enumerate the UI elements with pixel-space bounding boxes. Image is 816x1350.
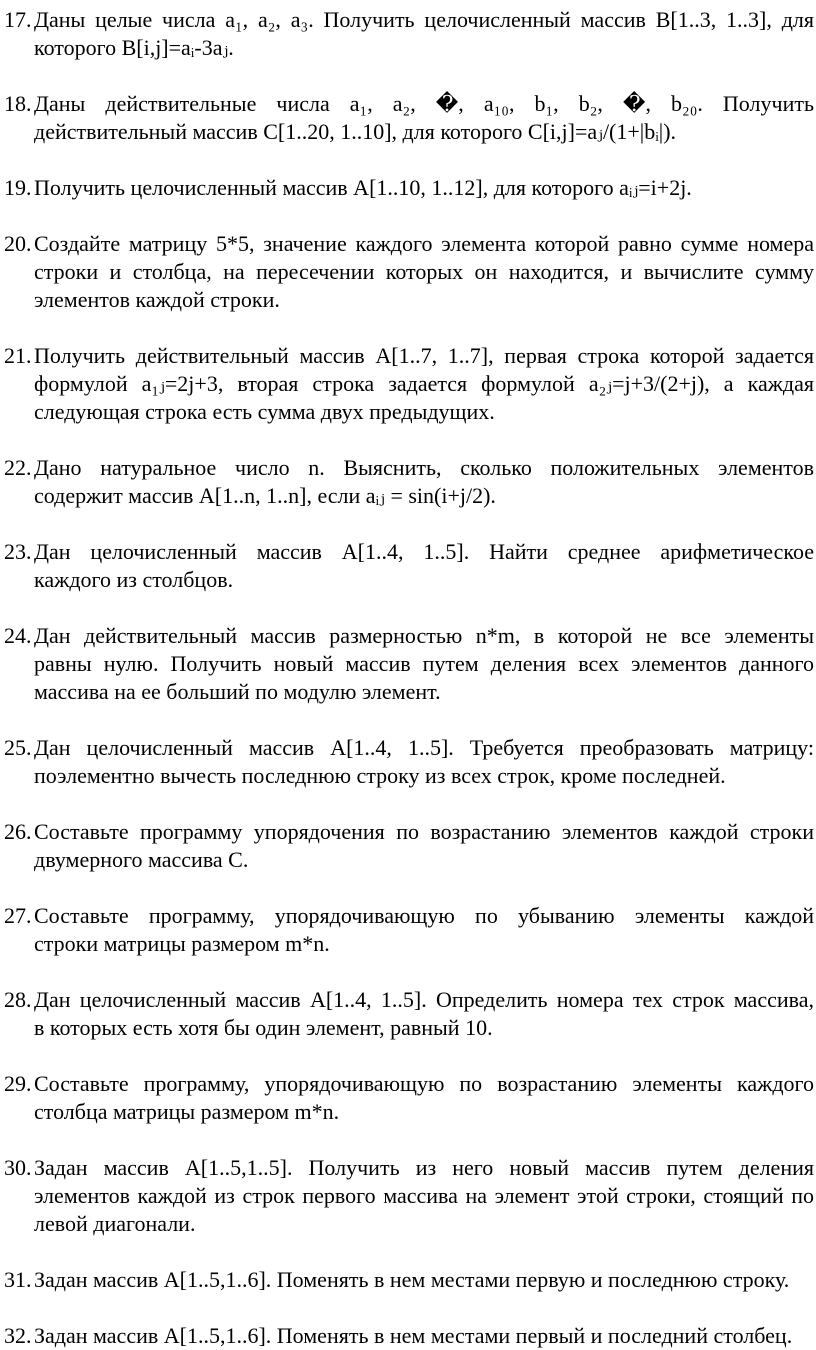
task-item	[0, 174, 816, 202]
task-text-line: Составьте программу упорядочения по возрастанию элементов каждой строки	[34, 819, 814, 844]
task-text-line: Даны целые числа a₁, a₂, a₃. Получить целочисленный массив B[1..3, 1..3], для	[34, 7, 814, 32]
task-text-line: строки матрицы размером m*n.	[34, 931, 330, 956]
task-text-line: равны нулю. Получить новый массив путем деления всех элементов данного	[34, 651, 814, 676]
task-text-line: Составьте программу, упорядочивающую по убыванию элементы каждой	[34, 903, 814, 928]
task-number: 18.	[4, 91, 32, 116]
task-item	[0, 90, 816, 146]
task-text-line: Дан целочисленный массив A[1..4, 1..5]. Требуется преобразовать матрицу:	[34, 735, 814, 760]
task-text-line: столбца матрицы размером m*n.	[34, 1099, 340, 1124]
task-item	[0, 622, 816, 706]
task-text-line: Получить целочисленный массив A[1..10, 1..12], для которого aᵢⱼ=i+2j.	[34, 175, 692, 200]
task-text-line: поэлементно вычесть последнюю строку из всех строк, кроме последней.	[34, 763, 726, 788]
task-number: 24.	[4, 623, 32, 648]
task-text-line: Задан массив A[1..5,1..6]. Поменять в нем местами первую и последнюю строку.	[34, 1267, 790, 1292]
task-number: 27.	[4, 903, 32, 928]
task-number: 19.	[4, 175, 32, 200]
task-item	[0, 342, 816, 426]
task-item	[0, 1070, 816, 1126]
task-text-line: элементов каждой строки.	[34, 287, 280, 312]
task-number: 32.	[4, 1323, 32, 1348]
task-item	[0, 6, 816, 62]
task-text-line: содержит массив A[1..n, 1..n], если aᵢⱼ = sin(i+j/2).	[34, 483, 496, 508]
task-item	[0, 1266, 816, 1294]
task-text-line: следующая строка есть сумма двух предыдущих.	[34, 399, 495, 424]
task-number: 20.	[4, 231, 32, 256]
task-number: 25.	[4, 735, 32, 760]
task-text-line: Задан массив A[1..5,1..5]. Получить из него новый массив путем деления	[34, 1155, 814, 1180]
task-text-line: двумерного массива С.	[34, 847, 249, 872]
task-item	[0, 454, 816, 510]
task-text-line: формулой a₁ⱼ=2j+3, вторая строка задается формулой a₂ⱼ=j+3/(2+j), а каждая	[34, 371, 814, 396]
task-item	[0, 986, 816, 1042]
task-text-line: Составьте программу, упорядочивающую по возрастанию элементы каждого	[34, 1071, 814, 1096]
task-number: 28.	[4, 987, 32, 1012]
task-number: 17.	[4, 7, 32, 32]
task-text-line: Дан целочисленный массив A[1..4, 1..5]. Найти среднее арифметическое	[34, 539, 814, 564]
task-number: 31.	[4, 1267, 32, 1292]
task-item	[0, 230, 816, 314]
task-text-line: Дано натуральное число n. Выяснить, сколько положительных элементов	[34, 455, 814, 480]
task-number: 22.	[4, 455, 32, 480]
task-text-line: строки и столбца, на пересечении которых он находится, и вычислите сумму	[34, 259, 814, 284]
task-number: 26.	[4, 819, 32, 844]
task-item	[0, 902, 816, 958]
task-item	[0, 1154, 816, 1238]
task-item	[0, 734, 816, 790]
task-item	[0, 818, 816, 874]
task-text-line: каждого из столбцов.	[34, 567, 234, 592]
task-text-line: Даны действительные числа a₁, a₂, �, a₁₀, b₁, b₂, �, b₂₀. Получить	[34, 91, 814, 116]
task-text-line: левой диагонали.	[34, 1211, 196, 1236]
task-number: 30.	[4, 1155, 32, 1180]
task-text-line: Дан целочисленный массив A[1..4, 1..5]. Определить номера тех строк массива,	[34, 987, 814, 1012]
task-text-line: Получить действительный массив A[1..7, 1..7], первая строка которой задается	[34, 343, 814, 368]
task-item	[0, 538, 816, 594]
task-text-line: массива на ее больший по модулю элемент.	[34, 679, 441, 704]
task-text-line: элементов каждой из строк первого массива на элемент этой строки, стоящий по	[34, 1183, 814, 1208]
task-text-line: которого B[i,j]=aᵢ-3aⱼ.	[34, 35, 234, 60]
task-text-line: действительный массив C[1..20, 1..10], для которого C[i,j]=aⱼ/(1+|bᵢ|).	[34, 119, 677, 144]
task-number: 23.	[4, 539, 32, 564]
task-number: 21.	[4, 343, 32, 368]
task-item	[0, 1322, 816, 1350]
task-text-line: Дан действительный массив размерностью n*m, в которой не все элементы	[34, 623, 814, 648]
task-text-line: в которых есть хотя бы один элемент, равный 10.	[34, 1015, 493, 1040]
task-number: 29.	[4, 1071, 32, 1096]
task-text-line: Создайте матрицу 5*5, значение каждого элемента которой равно сумме номера	[34, 231, 814, 256]
task-text-line: Задан массив A[1..5,1..6]. Поменять в нем местами первый и последний столбец.	[34, 1323, 793, 1348]
